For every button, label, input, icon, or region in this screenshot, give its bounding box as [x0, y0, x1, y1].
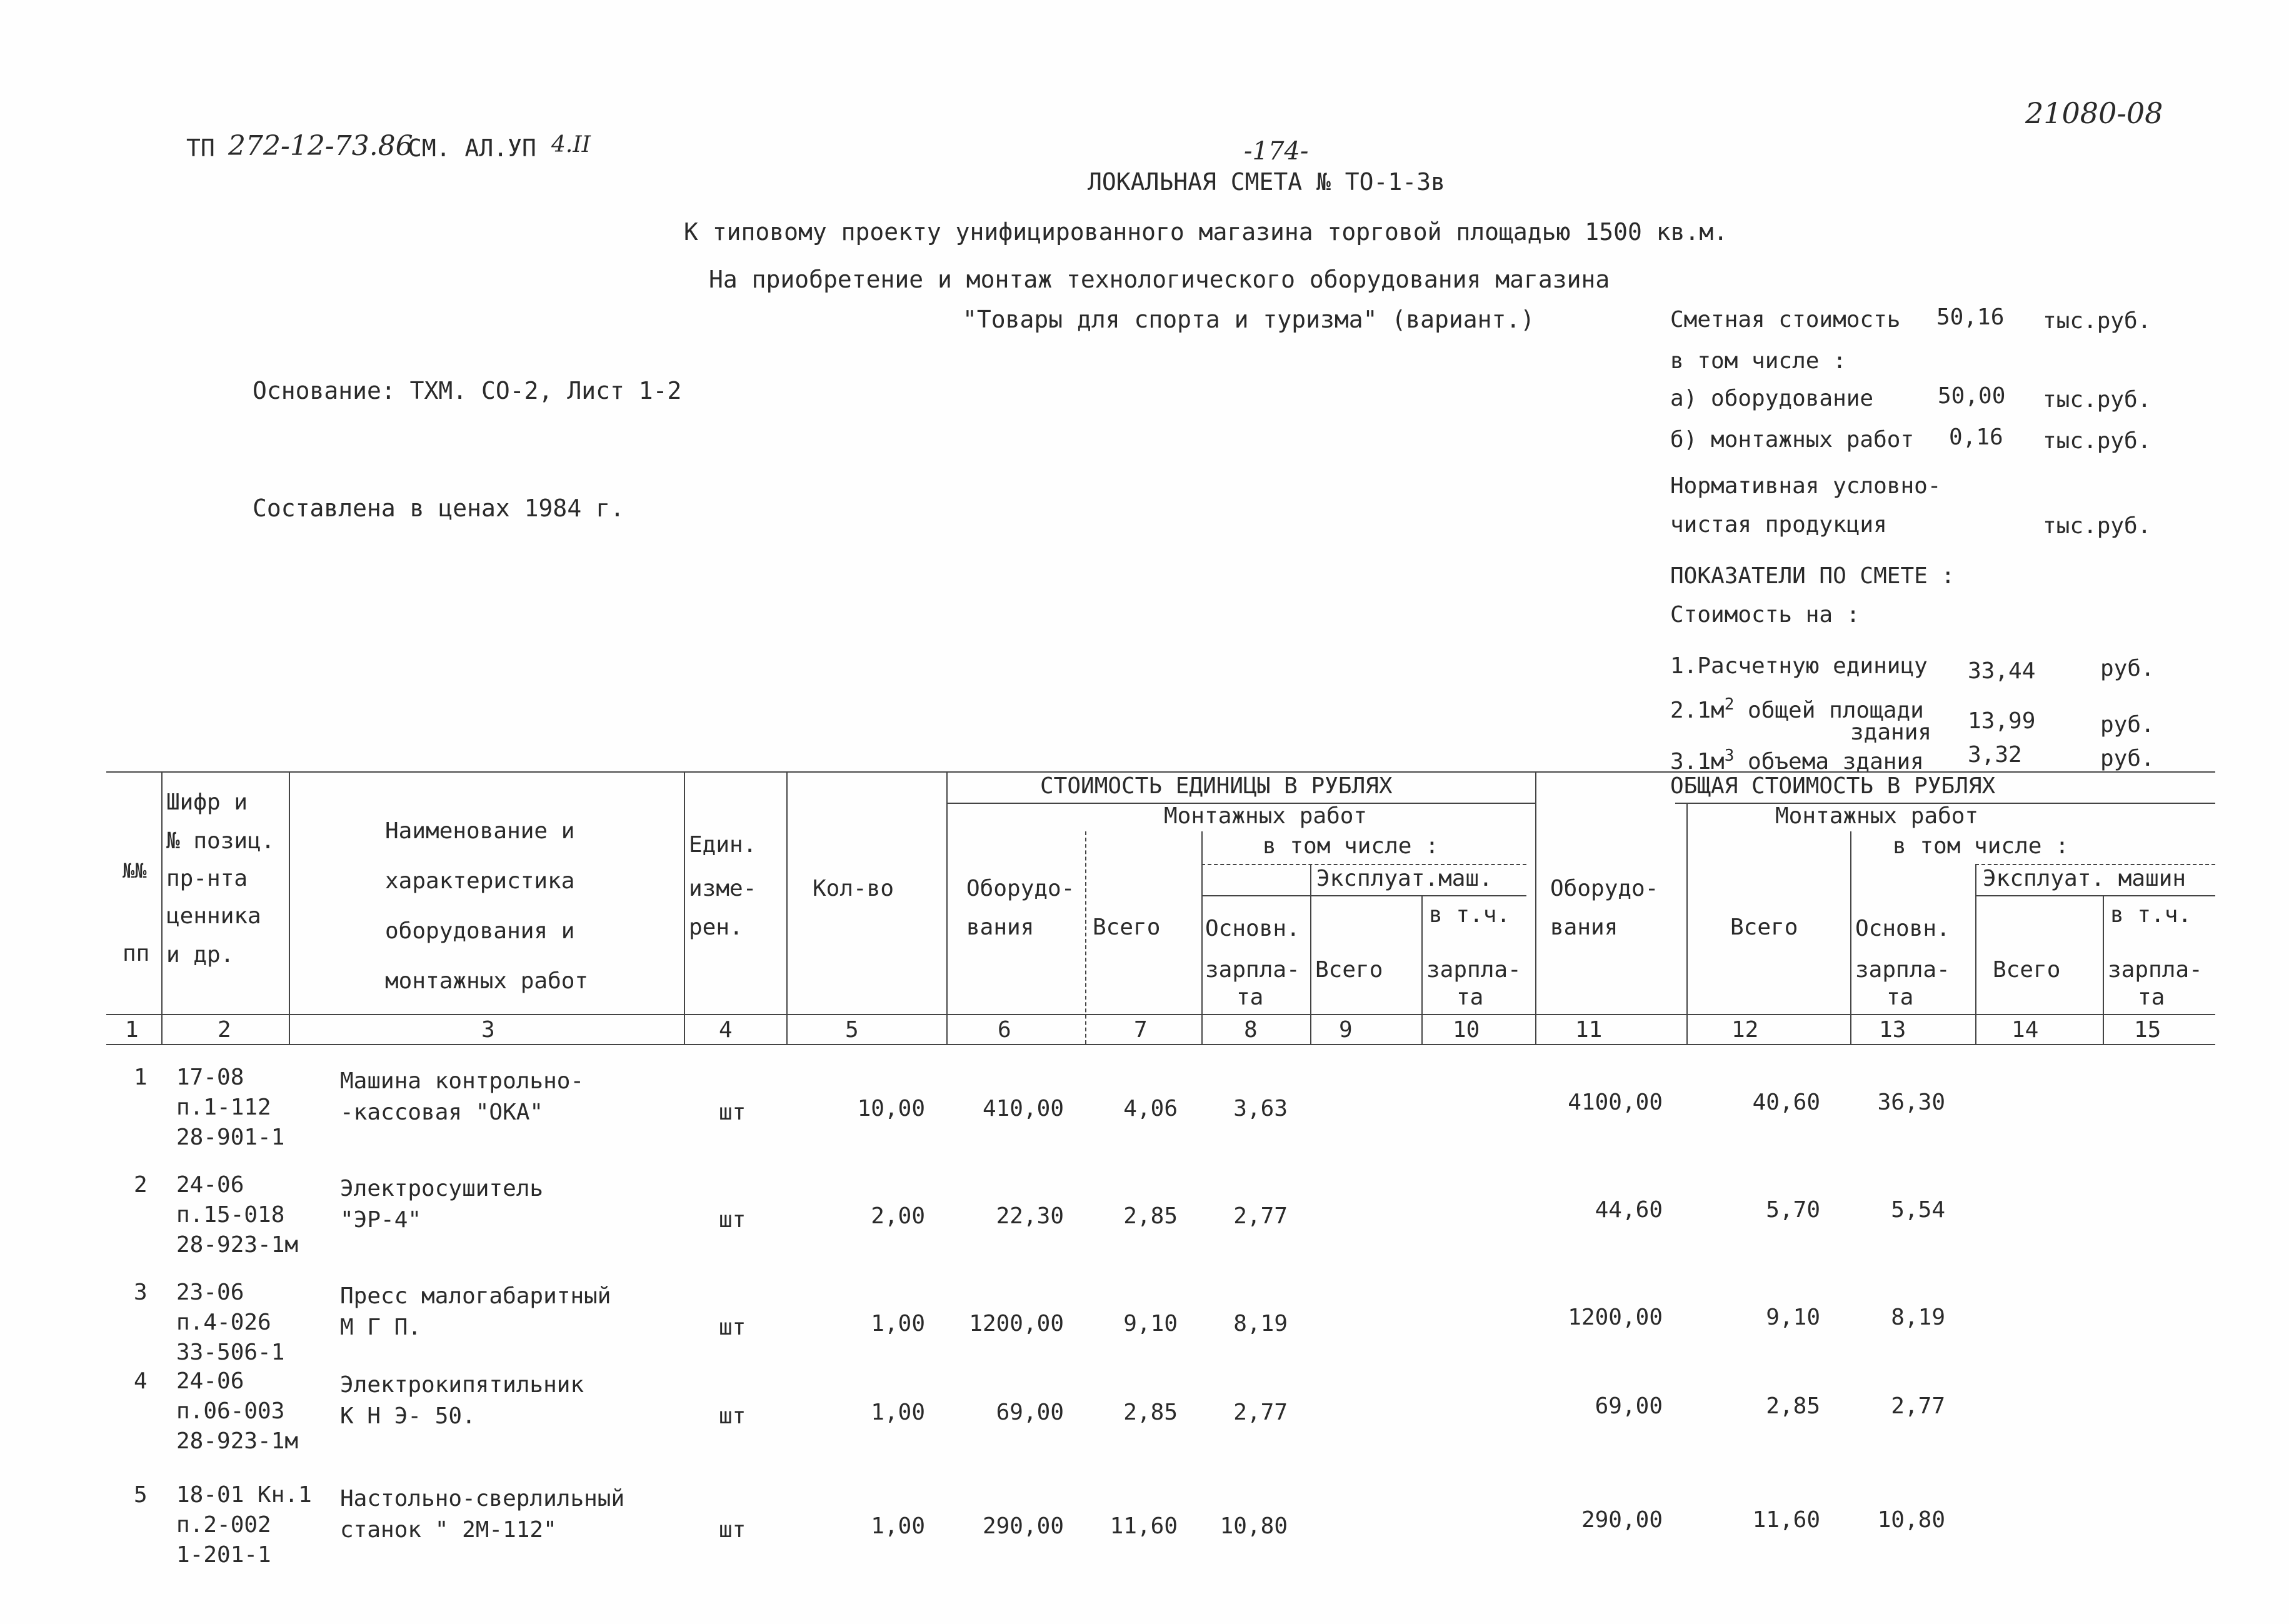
header-basic-total-2: зарпла-	[1855, 957, 1950, 983]
col-num: 10	[1453, 1017, 1480, 1043]
row-value-eq: 410,00	[982, 1096, 1064, 1121]
row-value-qty: 1,00	[871, 1513, 925, 1539]
row-value-all: 11,60	[1109, 1513, 1178, 1539]
normative-unit: тыс.руб.	[2043, 513, 2151, 539]
row-value-t-base: 36,30	[1877, 1090, 1945, 1115]
header-code-4: ценника	[166, 903, 261, 929]
equipment-label: а) оборудование	[1670, 386, 1874, 411]
row-code-line: 28-923-1м	[176, 1232, 299, 1258]
col-num: 15	[2134, 1017, 2161, 1043]
header-total-unit: Всего	[1093, 915, 1161, 940]
row-value-t-all: 2,85	[1766, 1393, 1820, 1419]
row-code-line: 33-506-1	[176, 1340, 285, 1365]
header-equip-unit-2: вания	[966, 915, 1034, 940]
cost-unit: тыс.руб.	[2043, 308, 2151, 334]
header-name-2: характеристика	[385, 868, 575, 894]
col-num: 3	[481, 1017, 495, 1043]
row-name-line: Электросушитель	[340, 1176, 544, 1201]
row-code-line: п.06-003	[176, 1398, 285, 1424]
document-subtitle-3: "Товары для спорта и туризма" (вариант.)	[963, 306, 1535, 333]
row-value-t-eq: 290,00	[1581, 1507, 1663, 1533]
row-value-all: 9,10	[1123, 1311, 1178, 1336]
header-equip-unit-1: Оборудо-	[966, 876, 1075, 901]
col-num: 8	[1244, 1017, 1258, 1043]
row-number: 1	[134, 1065, 148, 1090]
row-code-line: 28-901-1	[176, 1125, 285, 1150]
header-equip-total-2: вания	[1550, 915, 1618, 940]
row-value-qty: 2,00	[871, 1203, 925, 1229]
row-code-line: п.15-018	[176, 1202, 285, 1228]
row-unit: шт	[719, 1315, 746, 1340]
indicator-2-unit: руб.	[2100, 712, 2155, 738]
equipment-unit: тыс.руб.	[2043, 387, 2151, 413]
indicator-2-value: 13,99	[1968, 708, 2036, 734]
header-unit-1: Един.	[689, 832, 757, 858]
row-value-t-all: 5,70	[1766, 1197, 1820, 1223]
indicator-2-label: $2.1м^2$ общей площади	[1670, 695, 1924, 723]
row-number: 2	[134, 1172, 148, 1198]
indicator-3-value: 3,32	[1968, 742, 2022, 768]
header-install-unit: Монтажных работ	[1164, 803, 1368, 829]
basis-text: Основание: ТХМ. СО-2, Лист 1-2	[253, 377, 682, 404]
header-basic-unit-3: та	[1236, 985, 1264, 1010]
row-value-t-eq: 69,00	[1595, 1393, 1663, 1419]
header-basic-total-1: Основн.	[1855, 916, 1950, 941]
row-value-t-base: 8,19	[1891, 1305, 1945, 1330]
row-value-qty: 1,00	[871, 1400, 925, 1425]
row-value-qty: 10,00	[857, 1096, 925, 1121]
row-value-base: 3,63	[1233, 1096, 1288, 1121]
header-basic-unit-2: зарпла-	[1205, 957, 1300, 983]
equipment-value: 50,00	[1938, 383, 2006, 409]
col-num: 7	[1134, 1017, 1148, 1043]
installation-value: 0,16	[1949, 424, 2003, 450]
doc-code-tail: СМ. АЛ.УП	[408, 134, 536, 162]
row-name-line: М Г П.	[340, 1315, 422, 1340]
row-code-line: 24-06	[176, 1368, 244, 1394]
row-value-eq: 290,00	[982, 1513, 1064, 1539]
header-incl-unit-2: зарпла-	[1426, 957, 1521, 983]
row-name-line: Машина контрольно-	[340, 1068, 584, 1094]
document-subtitle-1: К типовому проекту унифицированного магазина торговой площадью 1500 кв.м.	[684, 218, 1728, 246]
header-expl-total: Эксплуат. машин	[1983, 866, 2186, 891]
col-num: 4	[719, 1017, 733, 1043]
doc-code-handwritten-suffix: 4.II	[551, 132, 591, 158]
col-num: 11	[1575, 1017, 1603, 1043]
col-num: 1	[125, 1017, 139, 1043]
document-title: ЛОКАЛЬНАЯ СМЕТА № ТО-1-3в	[1088, 168, 1445, 196]
col-num: 9	[1339, 1017, 1353, 1043]
row-value-base: 2,77	[1233, 1203, 1288, 1229]
row-value-qty: 1,00	[871, 1311, 925, 1336]
row-name-line: К Н Э- 50.	[340, 1403, 476, 1429]
row-value-base: 10,80	[1220, 1513, 1288, 1539]
page-number: -174-	[1244, 137, 1309, 166]
row-code-line: п.4-026	[176, 1310, 271, 1335]
including-label: в том числе :	[1670, 348, 1846, 374]
prices-text: Составлена в ценах 1984 г.	[253, 494, 624, 522]
row-name-line: станок " 2М-112"	[340, 1517, 557, 1543]
cost-label: Сметная стоимость	[1670, 307, 1901, 333]
indicator-2-label-building: здания	[1850, 719, 1932, 745]
row-number: 5	[134, 1482, 148, 1508]
header-incl-unit-3: та	[1456, 985, 1484, 1010]
row-number: 4	[134, 1368, 148, 1394]
row-value-base: 2,77	[1233, 1400, 1288, 1425]
header-code-2: № позиц.	[166, 828, 275, 854]
header-total-total: Всего	[1730, 915, 1798, 940]
header-incl-total-1: в т.ч.	[2110, 902, 2192, 928]
row-value-eq: 69,00	[996, 1400, 1064, 1425]
row-number: 3	[134, 1280, 148, 1305]
row-value-all: 2,85	[1123, 1400, 1178, 1425]
indicator-1-label: 1.Расчетную единицу	[1670, 653, 1928, 679]
header-expl-total-total: Всего	[1993, 957, 2061, 983]
header-basic-unit-1: Основн.	[1205, 916, 1300, 941]
normative-label-2: чистая продукция	[1670, 512, 1887, 538]
indicator-3-unit: руб.	[2100, 746, 2155, 771]
header-code-3: пр-нта	[166, 866, 248, 891]
row-code-line: 1-201-1	[176, 1542, 271, 1568]
row-name-line: "ЭР-4"	[340, 1207, 422, 1233]
cost-value: 50,16	[1936, 304, 2005, 330]
row-value-base: 8,19	[1233, 1311, 1288, 1336]
installation-unit: тыс.руб.	[2043, 428, 2151, 454]
col-num: 13	[1879, 1017, 1906, 1043]
doc-code-printed: ТП	[186, 134, 215, 162]
row-value-eq: 1200,00	[969, 1311, 1064, 1336]
row-value-t-eq: 4100,00	[1568, 1090, 1663, 1115]
row-value-t-base: 2,77	[1891, 1393, 1945, 1419]
header-name-4: монтажных работ	[385, 968, 589, 994]
col-num: 12	[1731, 1017, 1759, 1043]
header-unit-3: рен.	[689, 915, 743, 940]
row-value-t-eq: 44,60	[1595, 1197, 1663, 1223]
col-num: 2	[218, 1017, 231, 1043]
normative-label-1: Нормативная условно-	[1670, 473, 1941, 499]
row-unit: шт	[719, 1100, 746, 1125]
row-name-line: -кассовая "ОКА"	[340, 1100, 544, 1125]
header-equip-total-1: Оборудо-	[1550, 876, 1659, 901]
header-code-5: и др.	[166, 942, 234, 968]
row-code-line: п.1-112	[176, 1095, 271, 1120]
col-num: 14	[2011, 1017, 2039, 1043]
row-code-line: 23-06	[176, 1280, 244, 1305]
row-code-line: п.2-002	[176, 1512, 271, 1538]
document-subtitle-2: На приобретение и монтаж технологического оборудования магазина	[709, 266, 1610, 293]
row-value-all: 2,85	[1123, 1203, 1178, 1229]
row-value-t-eq: 1200,00	[1568, 1305, 1663, 1330]
cost-per-label: Стоимость на :	[1670, 602, 1860, 628]
indicator-3-label: $3.1м^3$ объема здания	[1670, 746, 1924, 774]
row-value-t-all: 9,10	[1766, 1305, 1820, 1330]
header-incl-total-2: зарпла-	[2108, 957, 2203, 983]
header-basic-total-3: та	[1886, 985, 1914, 1010]
archive-number: 21080-08	[2025, 96, 2163, 130]
header-name-1: Наименование и	[385, 818, 575, 844]
row-value-eq: 22,30	[996, 1203, 1064, 1229]
header-incl-total-3: та	[2138, 985, 2165, 1010]
doc-code-handwritten: 272-12-73.86	[228, 130, 413, 162]
header-total-cost: ОБЩАЯ СТОИМОСТЬ В РУБЛЯХ	[1670, 773, 1996, 799]
row-code-line: 24-06	[176, 1172, 244, 1198]
row-value-all: 4,06	[1123, 1096, 1178, 1121]
header-incl-unit-1: в т.ч.	[1429, 902, 1511, 928]
header-including-total: в том числе :	[1893, 833, 2069, 859]
indicator-1-value: 33,44	[1968, 658, 2036, 684]
row-name-line: Пресс малогабаритный	[340, 1283, 611, 1309]
header-num-1: №№	[123, 859, 147, 883]
header-qty: Кол-во	[813, 876, 894, 901]
row-value-t-base: 10,80	[1877, 1507, 1945, 1533]
row-value-t-base: 5,54	[1891, 1197, 1945, 1223]
row-unit: шт	[719, 1517, 746, 1543]
header-unit-cost: СТОИМОСТЬ ЕДИНИЦЫ В РУБЛЯХ	[1040, 773, 1393, 799]
col-num: 6	[998, 1017, 1011, 1043]
header-expl-unit: Эксплуат.маш.	[1316, 866, 1493, 891]
header-expl-total-unit: Всего	[1315, 957, 1383, 983]
row-unit: шт	[719, 1207, 746, 1233]
indicator-1-unit: руб.	[2100, 656, 2155, 681]
row-code-line: 17-08	[176, 1065, 244, 1090]
header-unit-2: изме-	[689, 876, 757, 901]
row-code-line: 18-01 Кн.1	[176, 1482, 312, 1508]
header-including-unit: в том числе :	[1263, 833, 1439, 859]
row-value-t-all: 40,60	[1752, 1090, 1820, 1115]
header-install-total: Монтажных работ	[1775, 803, 1979, 829]
indicators-title: ПОКАЗАТЕЛИ ПО СМЕТЕ :	[1670, 563, 1955, 589]
row-unit: шт	[719, 1403, 746, 1429]
row-value-t-all: 11,60	[1752, 1507, 1820, 1533]
row-code-line: 28-923-1м	[176, 1428, 299, 1454]
header-code-1: Шифр и	[166, 789, 248, 815]
row-name-line: Электрокипятильник	[340, 1372, 584, 1398]
col-num: 5	[845, 1017, 859, 1043]
row-name-line: Настольно-сверлильный	[340, 1486, 625, 1511]
header-name-3: оборудования и	[385, 918, 575, 944]
header-num-2: пп	[123, 941, 150, 966]
installation-label: б) монтажных работ	[1670, 427, 1915, 453]
